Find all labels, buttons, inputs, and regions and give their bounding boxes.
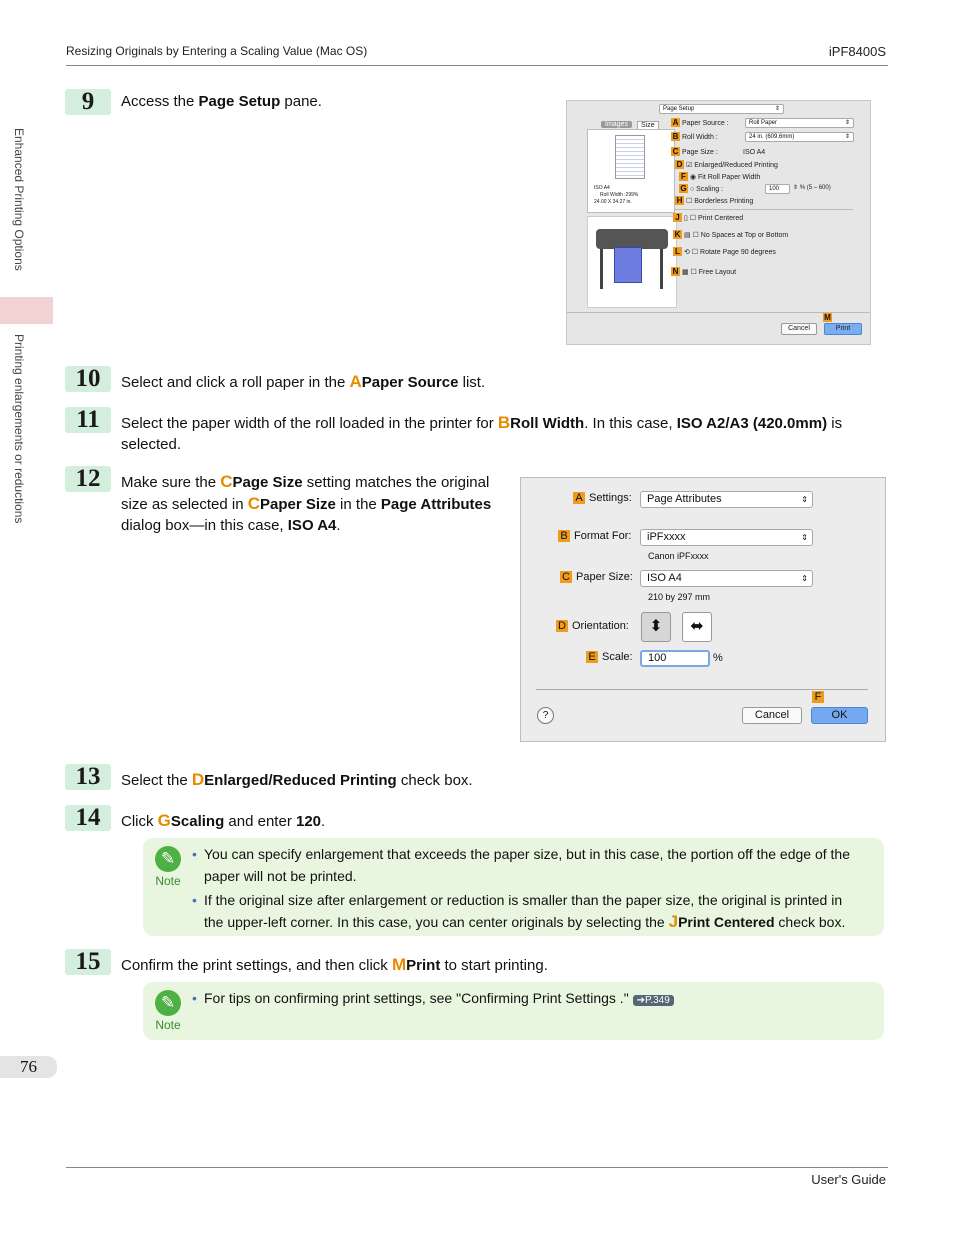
label-a: A xyxy=(672,118,679,127)
free-layout-checkbox[interactable]: ☐ xyxy=(690,269,697,276)
step-13-number: 13 xyxy=(65,764,111,790)
paper-size-select[interactable]: ISO A4 ⇕ xyxy=(640,570,813,587)
orientation-label: Orientation: xyxy=(572,620,629,632)
note-1-item-2: • If the original size after enlargement or reduction is smaller than the paper size, the original is printed in the upper-left corner. In this case, you can center originals by selecting the JPrint Centered check box. xyxy=(192,892,846,931)
page-reference-link[interactable]: ➔P.349 xyxy=(633,995,674,1006)
label-f2: F xyxy=(812,691,824,703)
preview-roll: Roll Width :299% xyxy=(600,192,639,198)
print-centered-checkbox[interactable]: ☐ xyxy=(689,215,697,222)
paper-size-label: Paper Size: xyxy=(576,571,633,583)
format-label: Format For: xyxy=(574,530,632,542)
print-centered-icon: ▯ xyxy=(683,215,688,222)
roll-width-label: Roll Width : xyxy=(681,134,718,141)
step-14-text: Click GScaling and enter 120. xyxy=(121,811,326,830)
header-model: iPF8400S xyxy=(828,44,886,59)
note-1-item-1: • You can specify enlargement that exceeds the paper size, but in this case, the portion off the edge of the paper will not be printed. xyxy=(192,846,850,884)
borderless-label: Borderless Printing xyxy=(694,198,754,205)
panel-select[interactable]: Page Setup ⇕ xyxy=(659,104,784,114)
preview-size: ISO A4 xyxy=(594,185,610,191)
note-label: Note xyxy=(155,874,181,888)
step-9-text: Access the Page Setup pane. xyxy=(121,93,322,110)
note-box-2 xyxy=(143,982,884,1040)
preview-box xyxy=(587,129,675,213)
free-layout-icon: ▦ xyxy=(681,269,689,276)
label-m: M xyxy=(824,313,831,322)
label-b2: B xyxy=(558,530,570,542)
label-l: L xyxy=(673,247,682,256)
dialog-ok-button[interactable]: OK xyxy=(811,707,868,724)
settings-label: Settings: xyxy=(589,492,632,504)
scaling-range: % (5 – 600) xyxy=(799,185,831,191)
step-15-number: 15 xyxy=(65,949,111,975)
preview-page-icon xyxy=(615,135,645,179)
note-box-1 xyxy=(143,838,884,936)
enlarged-label: Enlarged/Reduced Printing xyxy=(694,162,778,169)
step-14-number: 14 xyxy=(65,805,111,831)
step-12-text: Make sure the CPage Size setting matches the original size as selected in CPaper Size in the Page Attributes dialog box—in this case, ISO A4. xyxy=(121,472,492,534)
rotate-checkbox[interactable]: ☐ xyxy=(691,249,699,256)
preview-dims: 24.00 X 34.27 in. xyxy=(594,199,632,205)
step-10-number: 10 xyxy=(65,366,111,392)
step-11-text: Select the paper width of the roll loaded in the printer for BRoll Width. In this case, ISO A2/A3 (420.0mm) is selected. xyxy=(121,413,843,453)
borderless-checkbox[interactable]: ☐ xyxy=(685,198,693,205)
label-n: N xyxy=(672,267,679,276)
footer-rule xyxy=(66,1167,888,1168)
header-rule xyxy=(66,65,888,66)
help-icon[interactable]: ? xyxy=(537,707,554,724)
paper-source-select[interactable]: Roll Paper ⇕ xyxy=(745,118,854,128)
note-2-item: • For tips on confirming print settings, see "Confirming Print Settings ." ➔P.349 xyxy=(204,987,864,1012)
printer-body-icon xyxy=(596,229,668,249)
label-c: C xyxy=(672,147,679,156)
printer-image xyxy=(587,216,677,308)
rotate-label: Rotate Page 90 degrees xyxy=(700,249,776,256)
label-j: J xyxy=(673,213,682,222)
page-number: 76 xyxy=(0,1056,57,1078)
label-c2: C xyxy=(560,571,572,583)
step-13-text: Select the DEnlarged/Reduced Printing check box. xyxy=(121,770,473,789)
enlarged-checkbox[interactable]: ☑ xyxy=(685,162,693,169)
header-title: Resizing Originals by Entering a Scaling Value (Mac OS) xyxy=(66,44,368,58)
rotate-icon: ⟲ xyxy=(683,249,690,256)
label-d2: D xyxy=(556,620,568,632)
page-attributes-screenshot xyxy=(520,477,886,742)
dialog-cancel-button[interactable]: Cancel xyxy=(742,707,802,724)
format-sub: Canon iPFxxxx xyxy=(648,551,709,561)
label-h: H xyxy=(676,196,683,205)
label-d: D xyxy=(676,160,683,169)
scaling-input[interactable]: 100 xyxy=(765,184,790,194)
fit-radio[interactable]: ◉ xyxy=(689,174,697,181)
label-e2: E xyxy=(586,651,598,663)
step-11-number: 11 xyxy=(65,407,111,433)
print-button[interactable]: Print xyxy=(824,323,862,335)
tab-images[interactable]: Images xyxy=(601,121,632,128)
settings-select[interactable]: Page Attributes ⇕ xyxy=(640,491,813,508)
portrait-icon[interactable]: ⬍ xyxy=(641,612,671,642)
scaling-radio[interactable]: ○ xyxy=(689,186,695,193)
scaling-stepper[interactable]: ⇕ xyxy=(793,185,799,191)
step-9-number: 9 xyxy=(65,89,111,115)
cancel-button[interactable]: Cancel xyxy=(781,323,817,335)
no-spaces-icon: ▤ xyxy=(683,232,691,239)
paper-size-sub: 210 by 297 mm xyxy=(648,592,711,602)
free-layout-label: Free Layout xyxy=(698,269,737,276)
label-f: F xyxy=(679,172,688,181)
page-size-value: ISO A4 xyxy=(743,149,766,156)
no-spaces-checkbox[interactable]: ☐ xyxy=(692,232,699,239)
scale-label: Scale: xyxy=(602,651,633,663)
side-section-marker xyxy=(0,297,53,324)
print-centered-label: Print Centered xyxy=(698,215,744,222)
paper-source-label: Paper Source : xyxy=(681,120,729,127)
note-pencil-icon: ✎ xyxy=(155,846,181,872)
footer-guide: User's Guide xyxy=(811,1172,886,1187)
label-g: G xyxy=(680,184,687,193)
page-setup-screenshot xyxy=(566,100,871,345)
label-k: K xyxy=(674,230,681,239)
label-a2: A xyxy=(573,492,585,504)
scale-input[interactable]: 100 xyxy=(640,650,710,667)
format-select[interactable]: iPFxxxx ⇕ xyxy=(640,529,813,546)
tab-size[interactable]: Size xyxy=(637,121,659,130)
roll-width-select[interactable]: 24 in. (609.6mm) ⇕ xyxy=(745,132,854,142)
step-10-text: Select and click a roll paper in the APaper Source list. xyxy=(121,372,486,391)
step-15-text: Confirm the print settings, and then click MPrint to start printing. xyxy=(121,955,548,974)
scale-unit: % xyxy=(713,652,723,664)
page-size-label: Page Size : xyxy=(681,149,718,156)
label-b: B xyxy=(672,132,679,141)
note-label: Note xyxy=(155,1018,181,1032)
scaling-label: Scaling : xyxy=(696,186,723,193)
step-12-number: 12 xyxy=(65,466,111,492)
fit-label: Fit Roll Paper Width xyxy=(698,174,761,181)
landscape-icon[interactable]: ⬌ xyxy=(682,612,712,642)
side-subsection-label: Printing enlargements or reductions xyxy=(12,334,26,524)
printer-paper-icon xyxy=(614,247,642,283)
side-section-label: Enhanced Printing Options xyxy=(12,128,26,271)
no-spaces-label: No Spaces at Top or Bottom xyxy=(700,232,789,239)
note-pencil-icon: ✎ xyxy=(155,990,181,1016)
